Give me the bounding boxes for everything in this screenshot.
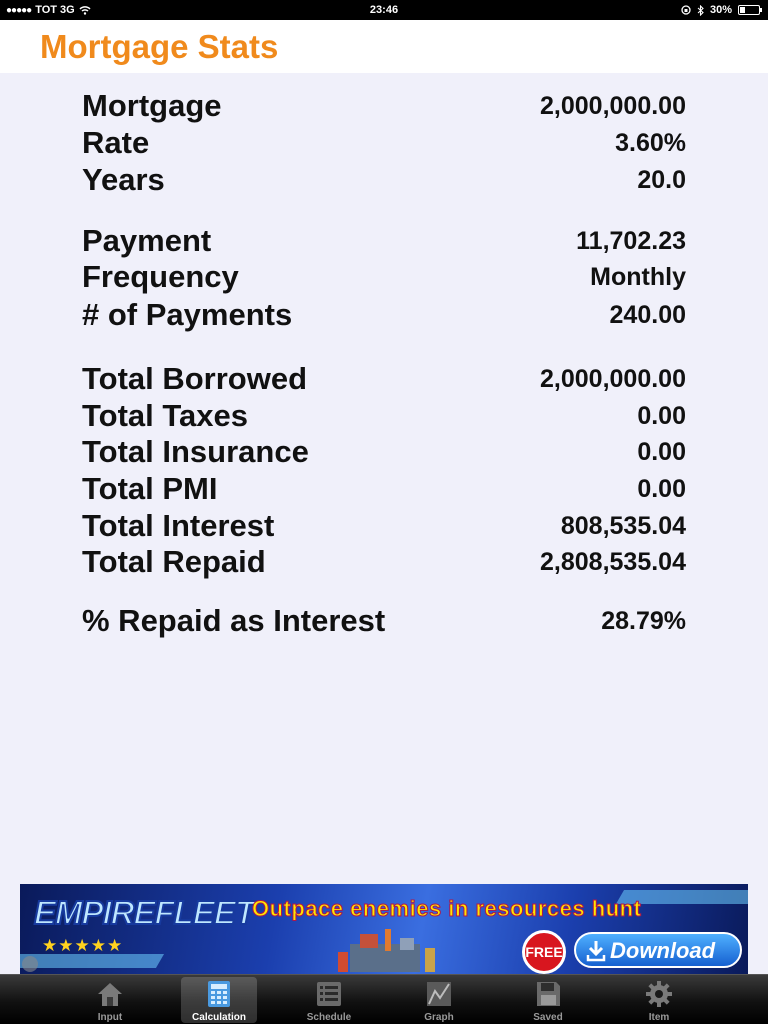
stat-value: 0.00 bbox=[637, 475, 686, 503]
floppy-disk-icon bbox=[533, 979, 563, 1009]
stat-value: 28.79% bbox=[601, 607, 686, 635]
tab-label: Item bbox=[648, 1012, 670, 1023]
tab-schedule[interactable] bbox=[291, 977, 367, 1023]
tab-label: Graph bbox=[424, 1012, 454, 1023]
stat-value: 2,000,000.00 bbox=[540, 365, 686, 393]
tab-label: Input bbox=[97, 1012, 123, 1023]
page-title: Mortgage Stats bbox=[40, 28, 279, 65]
ad-banner[interactable] bbox=[20, 884, 748, 974]
battery-fill bbox=[740, 7, 745, 13]
stat-row-frequency bbox=[82, 259, 686, 295]
tab-label: Schedule bbox=[306, 1012, 352, 1023]
calculator-icon bbox=[204, 979, 234, 1009]
stat-label: Rate bbox=[82, 125, 150, 160]
stat-row-total-pmi bbox=[82, 471, 686, 507]
ad-info-icon[interactable] bbox=[22, 956, 38, 972]
stat-row-total-repaid bbox=[82, 544, 686, 580]
stat-row-total-borrowed bbox=[82, 361, 686, 397]
stat-value: 0.00 bbox=[637, 438, 686, 466]
free-badge: FREE bbox=[522, 930, 566, 974]
stat-row-percent-interest bbox=[82, 603, 686, 639]
ad-stars: ★★★★★ bbox=[42, 936, 124, 955]
stat-value: 20.0 bbox=[637, 166, 686, 194]
tab-bar bbox=[0, 974, 768, 1024]
stat-value: 2,808,535.04 bbox=[540, 548, 686, 576]
stat-value: 0.00 bbox=[637, 402, 686, 430]
bluetooth-icon bbox=[697, 5, 704, 16]
stat-value: 2,000,000.00 bbox=[540, 92, 686, 120]
stat-value: 808,535.04 bbox=[560, 512, 686, 540]
battery-percent: 30% bbox=[709, 4, 732, 16]
stat-label: Total Insurance bbox=[82, 434, 309, 469]
stat-row-years bbox=[82, 162, 686, 198]
signal-icon: ●●●●● bbox=[6, 4, 32, 16]
ad-decoration bbox=[20, 954, 164, 968]
carrier-label: TOT 3G bbox=[35, 4, 75, 16]
stat-row-total-taxes bbox=[82, 398, 686, 434]
download-label: Download bbox=[610, 938, 716, 963]
tab-input[interactable] bbox=[72, 977, 148, 1023]
ad-logo: EMPIREFLEET bbox=[34, 894, 255, 931]
status-bar bbox=[0, 0, 768, 20]
stat-row-payment bbox=[82, 223, 686, 259]
stat-label: Total Borrowed bbox=[82, 361, 308, 396]
tab-label: Calculation bbox=[192, 1012, 246, 1023]
tab-calculation[interactable] bbox=[181, 977, 257, 1023]
stat-label: Total Taxes bbox=[82, 398, 248, 433]
home-icon bbox=[95, 979, 125, 1009]
stat-row-rate bbox=[82, 125, 686, 161]
stat-label: Years bbox=[82, 162, 165, 197]
stat-label: Frequency bbox=[82, 259, 239, 294]
tab-item[interactable] bbox=[621, 977, 697, 1023]
stat-value: 11,702.23 bbox=[576, 227, 686, 255]
stat-label: Total PMI bbox=[82, 471, 218, 506]
clock: 23:46 bbox=[369, 4, 399, 16]
graph-icon bbox=[424, 979, 454, 1009]
stat-value: 3.60% bbox=[615, 129, 686, 157]
stat-label: % Repaid as Interest bbox=[82, 603, 386, 638]
lock-rotation-icon bbox=[681, 5, 691, 15]
header bbox=[0, 20, 768, 73]
download-button[interactable] bbox=[574, 932, 742, 968]
stat-row-num-payments bbox=[82, 297, 686, 333]
stat-row-total-interest bbox=[82, 508, 686, 544]
stat-label: Total Repaid bbox=[82, 544, 266, 579]
gear-icon bbox=[644, 979, 674, 1009]
stat-label: Payment bbox=[82, 223, 212, 258]
tab-saved[interactable] bbox=[510, 977, 586, 1023]
stat-label: Total Interest bbox=[82, 508, 275, 543]
download-arrow-icon bbox=[586, 940, 606, 962]
stat-row-mortgage bbox=[82, 88, 686, 124]
stat-label: # of Payments bbox=[82, 297, 293, 332]
list-icon bbox=[314, 979, 344, 1009]
status-right bbox=[681, 4, 760, 16]
stat-label: Mortgage bbox=[82, 88, 222, 123]
ad-headline: Outpace enemies in resources hunt bbox=[252, 896, 642, 921]
tab-label: Saved bbox=[533, 1012, 563, 1023]
stat-value: Monthly bbox=[590, 263, 686, 291]
stat-row-total-insurance bbox=[82, 434, 686, 470]
stat-value: 240.00 bbox=[609, 301, 686, 329]
ad-scene-image bbox=[330, 924, 450, 974]
tab-graph[interactable] bbox=[401, 977, 477, 1023]
battery-icon bbox=[738, 5, 760, 15]
